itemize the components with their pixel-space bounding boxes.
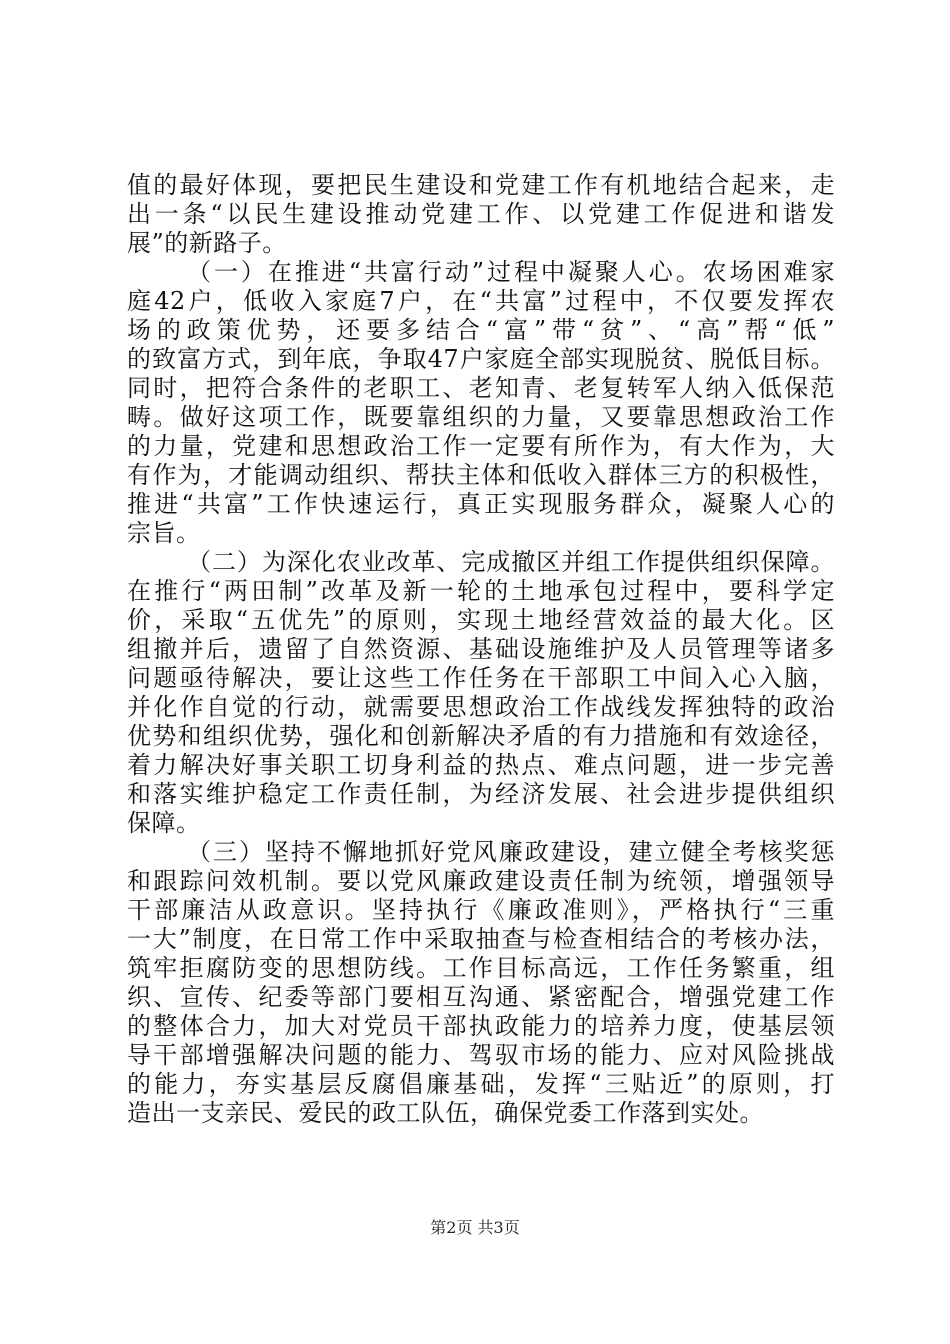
text-line: 推进“共富”工作快速运行，真正实现服务群众，凝聚人心的 bbox=[127, 490, 835, 518]
text-line: 的能力，夯实基层反腐倡廉基础，发挥“三贴近”的原则，打 bbox=[127, 1070, 835, 1098]
text-line: 展”的新路子。 bbox=[127, 229, 287, 257]
text-line: 并化作自觉的行动，就需要思想政治工作战线发挥独特的政治 bbox=[127, 693, 835, 721]
text-line: 和跟踪问效机制。要以党风廉政建设责任制为统领，增强领导 bbox=[127, 867, 835, 895]
text-line: 值的最好体现，要把民生建设和党建工作有机地结合起来，走 bbox=[127, 171, 835, 199]
text-line: 在推行“两田制”改革及新一轮的土地承包过程中，要科学定 bbox=[127, 577, 835, 605]
text-line: 有作为，才能调动组织、帮扶主体和低收入群体三方的积极性， bbox=[127, 461, 835, 489]
document-body bbox=[127, 171, 835, 1128]
text-line: 干部廉洁从政意识。坚持执行《廉政准则》，严格执行“三重 bbox=[127, 896, 835, 924]
text-line: 价，采取“五优先”的原则，实现土地经营效益的最大化。区 bbox=[127, 606, 835, 634]
text-line: （三）坚持不懈地抓好党风廉政建设，建立健全考核奖惩 bbox=[187, 838, 835, 866]
text-line: 造出一支亲民、爱民的政工队伍，确保党委工作落到实处。 bbox=[127, 1099, 764, 1127]
text-line: 优势和组织优势，强化和创新解决矛盾的有力措施和有效途径， bbox=[127, 722, 835, 750]
page-footer: 第2页 共3页 bbox=[430, 1218, 520, 1237]
text-line: 同时，把符合条件的老职工、老知青、老复转军人纳入低保范 bbox=[127, 374, 835, 402]
text-line: 的致富方式，到年底，争取47户家庭全部实现脱贫、脱低目标。 bbox=[127, 345, 835, 373]
text-line: 保障。 bbox=[127, 809, 201, 837]
text-line: 畴。做好这项工作，既要靠组织的力量，又要靠思想政治工作 bbox=[127, 403, 835, 431]
text-line: 导干部增强解决问题的能力、驾驭市场的能力、应对风险挑战 bbox=[127, 1041, 835, 1069]
text-line: 问题亟待解决，要让这些工作任务在干部职工中间入心入脑， bbox=[127, 664, 835, 692]
text-line: 和落实维护稳定工作责任制，为经济发展、社会进步提供组织 bbox=[127, 780, 835, 808]
text-line: 庭42户，低收入家庭7户，在“共富”过程中，不仅要发挥农 bbox=[127, 287, 835, 315]
text-line: 着力解决好事关职工切身利益的热点、难点问题，进一步完善 bbox=[127, 751, 835, 779]
text-line: 组撤并后，遗留了自然资源、基础设施维护及人员管理等诸多 bbox=[127, 635, 835, 663]
text-line: （二）为深化农业改革、完成撤区并组工作提供组织保障。 bbox=[187, 548, 835, 576]
text-line: 一大”制度，在日常工作中采取抽查与检查相结合的考核办法， bbox=[127, 925, 835, 953]
text-line: 的整体合力，加大对党员干部执政能力的培养力度，使基层领 bbox=[127, 1012, 835, 1040]
text-line: 出一条“以民生建设推动党建工作、以党建工作促进和谐发 bbox=[127, 200, 835, 228]
text-line: （一）在推进“共富行动”过程中凝聚人心。农场困难家 bbox=[187, 258, 835, 286]
text-line: 织、宣传、纪委等部门要相互沟通、紧密配合，增强党建工作 bbox=[127, 983, 835, 1011]
text-line: 的力量，党建和思想政治工作一定要有所作为，有大作为，大 bbox=[127, 432, 835, 460]
text-line: 场的政策优势，还要多结合“富”带“贫”、“高”帮“低” bbox=[127, 316, 835, 344]
text-line: 宗旨。 bbox=[127, 519, 201, 547]
text-line: 筑牢拒腐防变的思想防线。工作目标高远，工作任务繁重，组 bbox=[127, 954, 835, 982]
